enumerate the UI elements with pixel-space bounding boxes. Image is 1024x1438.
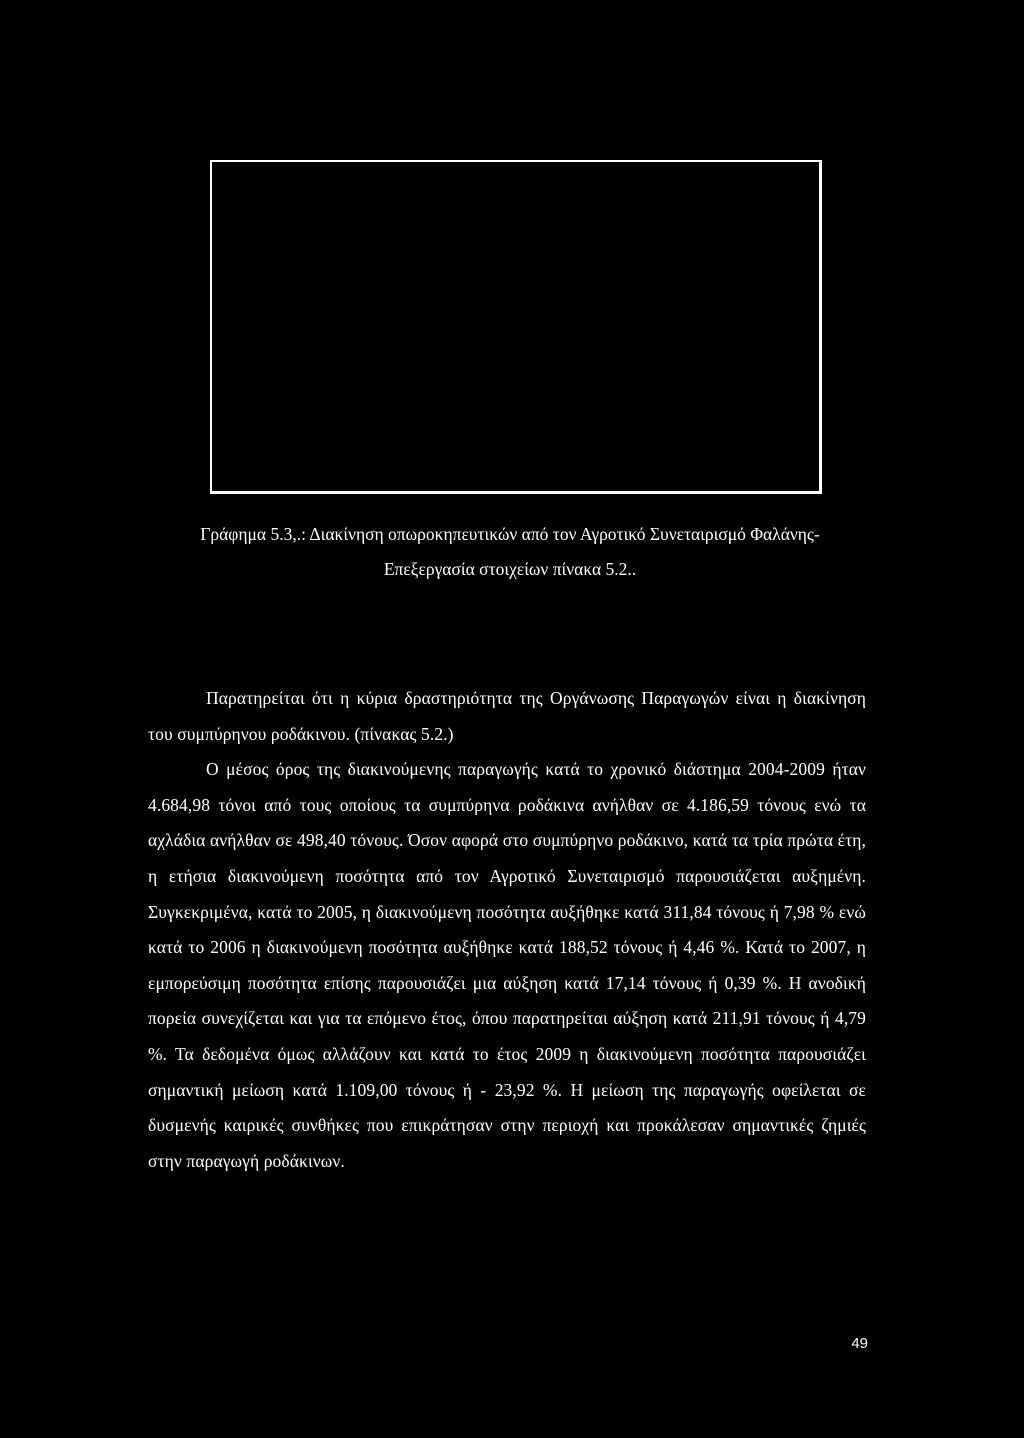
figure-placeholder	[210, 160, 822, 494]
caption-line-2: Επεξεργασία στοιχείων πίνακα 5.2..	[383, 559, 637, 579]
paragraph-main: Ο μέσος όρος της διακινούμενης παραγωγής κατά το χρονικό διάστημα 2004-2009 ήταν 4.684,98 τόνοι από τους οποίους τα συμπύρηνα ροδάκινα ανήλθαν σε 4.186,59 τόνους ενώ τα αχλάδια ανήλθαν σε 498,40 τόνους. Όσον αφορά στο συμπύρηνο ροδάκινο, κατά τα τρία πρώτα έτη, η ετήσια διακινούμενη ποσότητα από τον Αγροτικό Συνεταιρισμό παρουσιάζεται αυξημένη. Συγκεκριμένα, κατά το 2005, η διακινούμενη ποσότητα αυξήθηκε κατά 311,84 τόνους ή 7,98 % ενώ κατά το 2006 η διακινούμενη ποσότητα αυξήθηκε κατά 188,52 τόνους ή 4,46 %. Κατά το 2007, η εμπορεύσιμη ποσότητα επίσης παρουσιάζει μια αύξηση κατά 17,14 τόνους ή 0,39 %. Η ανοδική πορεία συνεχίζεται και για τα επόμενο έτος, όπου παρατηρείται αύξηση κατά 211,91 τόνους ή 4,79 %. Τα δεδομένα όμως αλλάζουν και κατά το έτος 2009 η διακινούμενη ποσότητα παρουσιάζει σημαντική μείωση κατά 1.109,00 τόνους ή - 23,92 %. Η μείωση της παραγωγής οφείλεται σε δυσμενής καιρικές συνθήκες που επικράτησαν στην περιοχή και προκάλεσαν σημαντικές ζημιές στην παραγωγή ροδάκινων.	[148, 759, 866, 1171]
paragraph-intro: Παρατηρείται ότι η κύρια δραστηριότητα της Οργάνωσης Παραγωγών είναι η διακίνηση του συμπύρηνου ροδάκινου. (πίνακας 5.2.)	[148, 688, 866, 744]
caption-line-1: Γράφημα 5.3,.: Διακίνηση οπωροκηπευτικών από τον Αγροτικό Συνεταιρισμό Φαλάνης-	[200, 524, 820, 544]
page-number: 49	[851, 1335, 868, 1352]
body-text	[148, 681, 866, 1179]
figure-caption	[160, 517, 860, 587]
